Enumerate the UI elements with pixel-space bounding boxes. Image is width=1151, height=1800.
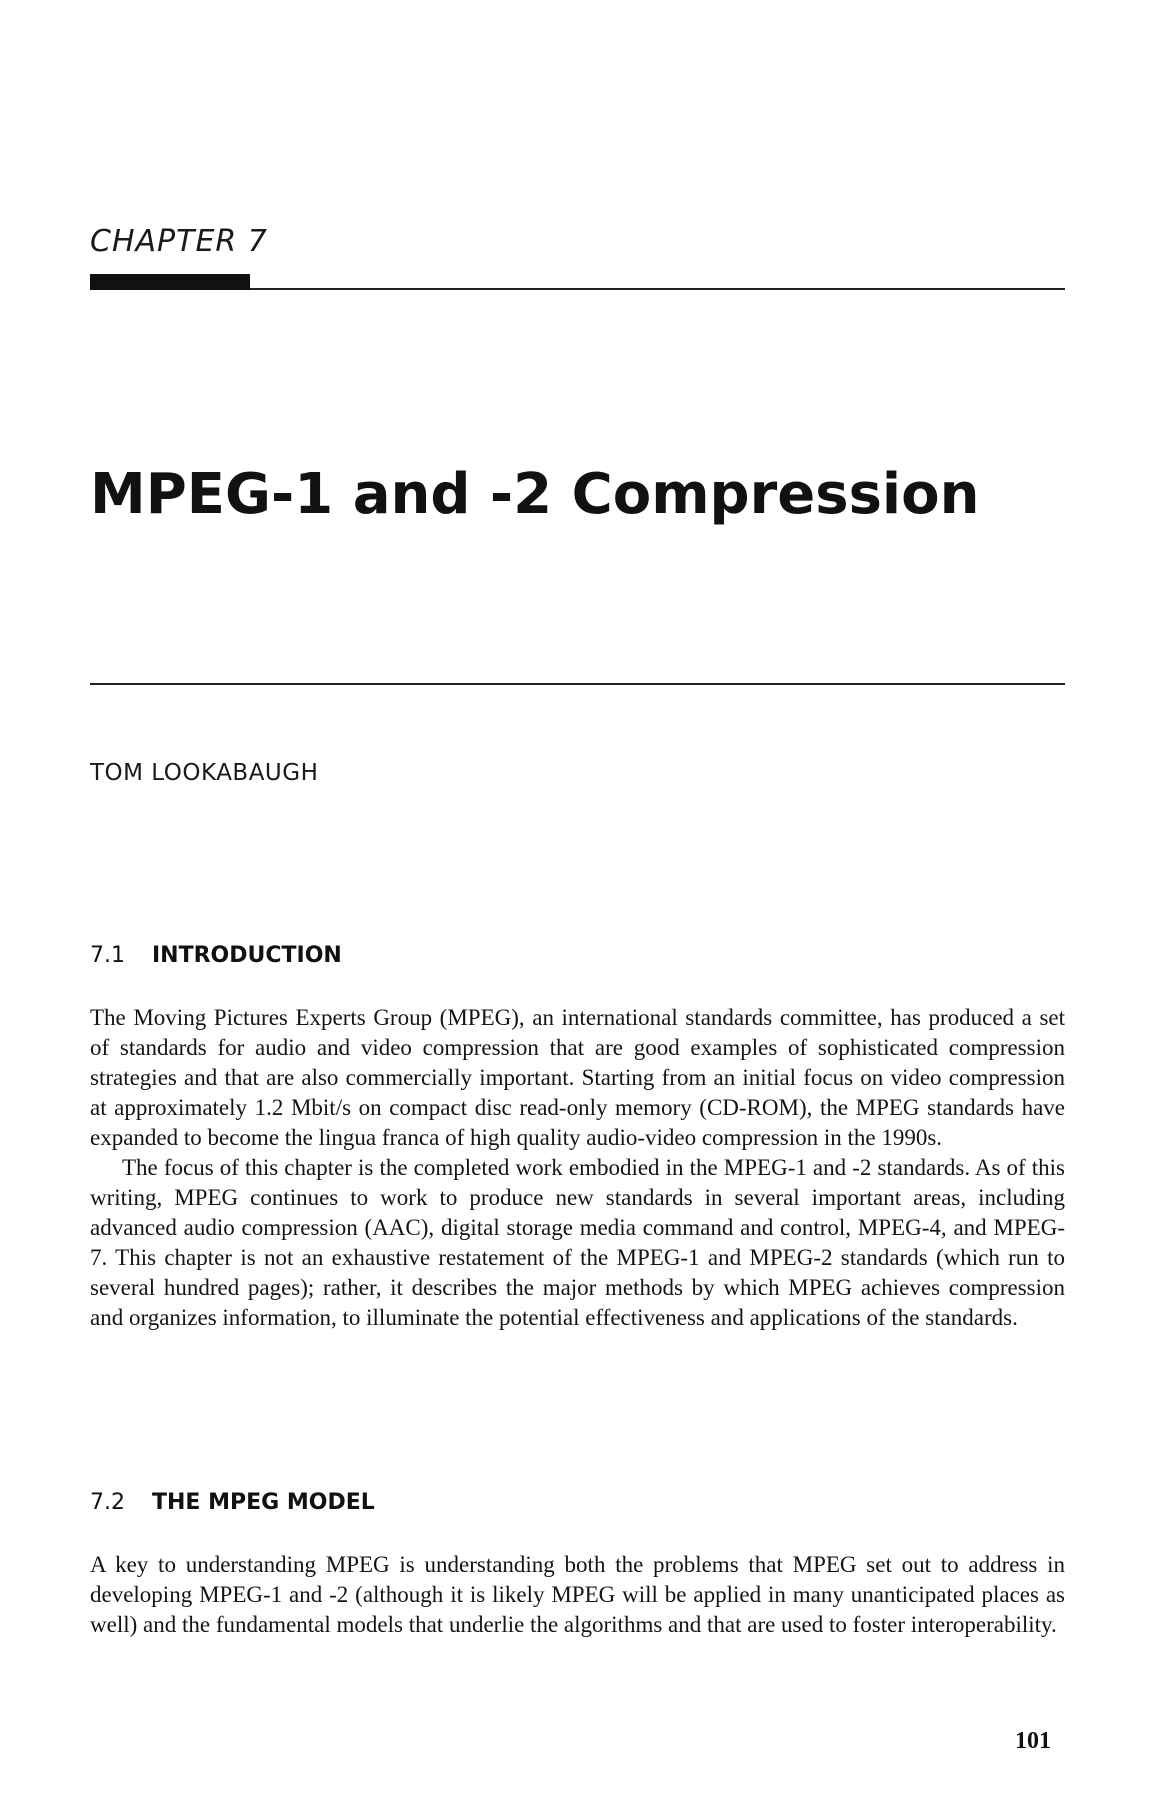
section-body-mpeg-model — [90, 1550, 1065, 1640]
author-name: TOM LOOKABAUGH — [90, 760, 319, 786]
section-body-introduction — [90, 1003, 1065, 1333]
chapter-bar-decoration — [90, 274, 250, 290]
section-title: INTRODUCTION — [152, 943, 342, 968]
section-title: THE MPEG MODEL — [152, 1490, 375, 1515]
page-title: MPEG-1 and -2 Compression — [90, 462, 980, 527]
paragraph: The focus of this chapter is the completed work embodied in the MPEG-1 and -2 standards. As of this writing, MPEG continues to work to produce new standards in several important areas, including advanced audio compression (AAC), digital storage media command and control, MPEG-4, and MPEG-7. This chapter is not an exhaustive restatement of the MPEG-1 and MPEG-2 standards (which run to several hundred pages); rather, it describes the major methods by which MPEG achieves compression and organizes information, to illuminate the potential effectiveness and applications of the standards. — [90, 1155, 1065, 1330]
chapter-rule — [250, 288, 1065, 290]
section-heading-introduction — [90, 943, 342, 968]
section-number: 7.1 — [90, 943, 125, 968]
paragraph: A key to understanding MPEG is understanding both the problems that MPEG set out to address in developing MPEG-1 and -2 (although it is likely MPEG will be applied in many unanticipated places as well) and the fundamental models that underlie the algorithms and that are used to foster interoperability. — [90, 1552, 1065, 1637]
paragraph: The Moving Pictures Experts Group (MPEG), an international standards committee, has produced a set of standards for audio and video compression that are good examples of sophisticated compression strategies and that are also commercially important. Starting from an initial focus on video compression at approximately 1.2 Mbit/s on compact disc read-only memory (CD-ROM), the MPEG standards have expanded to become the lingua franca of high quality audio-video compression in the 1990s. — [90, 1005, 1065, 1150]
section-heading-mpeg-model — [90, 1490, 375, 1515]
chapter-label: CHAPTER 7 — [90, 224, 268, 259]
page-number: 101 — [1015, 1728, 1051, 1754]
title-rule — [90, 683, 1065, 685]
section-number: 7.2 — [90, 1490, 125, 1515]
